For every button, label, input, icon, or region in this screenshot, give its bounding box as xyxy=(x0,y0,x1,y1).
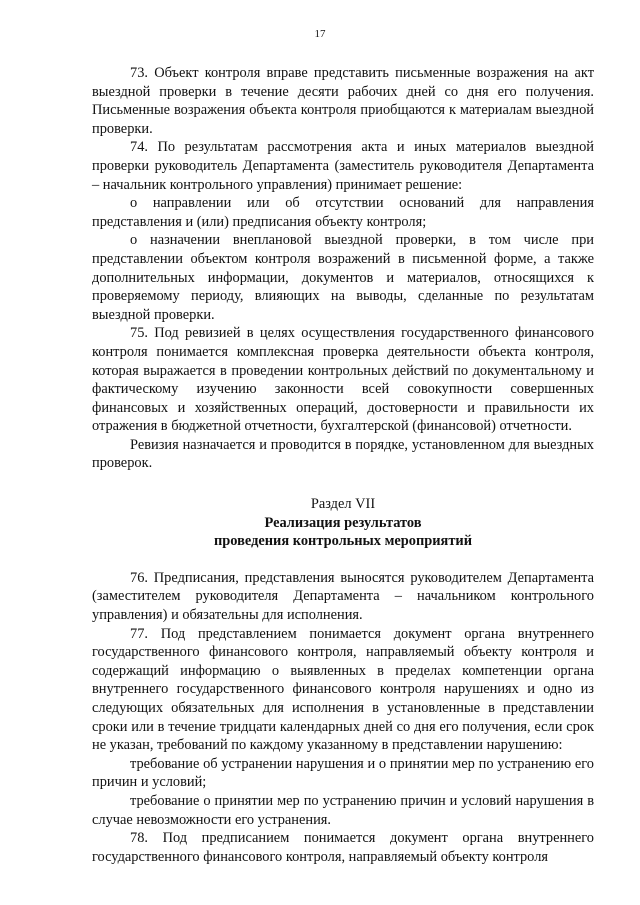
paragraph-74: 74. По результатам рассмотрения акта и иных материалов выездной проверки руководитель Департамента (заместитель руководителя Департамента – начальник контрольного управления) принимает решение: xyxy=(92,139,594,193)
paragraph-76: 76. Предписания, представления выносятся руководителем Департамента (заместителем руководителя Департамента – начальником контрольного управления) и обязательны для исполнения. xyxy=(92,569,594,624)
paragraph-77-requirement-2: требование о принятии мер по устранению причин и условий нарушения в случае невозможности его устранения. xyxy=(92,792,594,828)
paragraph-74-option-2: о назначении внеплановой выездной проверки, в том числе при представлении объектом контроля возражений в письменной форме, а также дополнительных информации, документов и материалов, относящихся к проверяемому периоду, влияющих на выводы, сделанные по результатам выездной проверки. xyxy=(92,232,594,323)
document-body xyxy=(92,64,594,866)
section-label: Раздел VII xyxy=(310,496,376,513)
section-title-line-1: Реализация результатов xyxy=(264,514,422,531)
section-title-line-2: проведения контрольных мероприятий xyxy=(214,533,472,550)
paragraph-73: 73. Объект контроля вправе представить письменные возражения на акт выездной проверки в течение десяти рабочих дней со дня его получения. Письменные возражения объекта контроля приобщаются к материалам выездной проверки. xyxy=(92,65,594,137)
paragraph-75-revision: Ревизия назначается и проводится в порядке, установленном для выездных проверок. xyxy=(92,436,594,472)
paragraph-75: 75. Под ревизией в целях осуществления государственного финансового контроля понимается комплексная проверка деятельности объекта контроля, которая выражается в проведении контрольных действий по документальному и фактическому изучению законности всей совокупности совершенных финансовых и хозяйственных операций, достоверности и правильности их отражения в бюджетной отчетности, бухгалтерской (финансовой) отчетности. xyxy=(92,325,594,435)
page-number: 17 xyxy=(314,28,326,40)
paragraph-78: 78. Под предписанием понимается документ органа внутреннего государственного финансового контроля, направляемый объекту контроля xyxy=(92,830,594,865)
paragraph-77-requirement-1: требование об устранении нарушения и о принятии мер по устранению его причин и условий; xyxy=(92,755,594,791)
paragraph-77: 77. Под представлением понимается документ органа внутреннего государственного финансового контроля, направляемый объекту контроля и содержащий информацию о выявленных в пределах компетенции органа внутреннего государственного финансового контроля нарушениях и одно из следующих обязательных для исполнения в установленные в представлении сроки или в течение тридцати календарных дней со дня его получения, если срок не указан, требований по каждому указанному в представлении нарушению: xyxy=(92,625,594,754)
paragraph-74-option-1: о направлении или об отсутствии оснований для направления представления и (или) предписания объекту контроля; xyxy=(92,195,594,230)
